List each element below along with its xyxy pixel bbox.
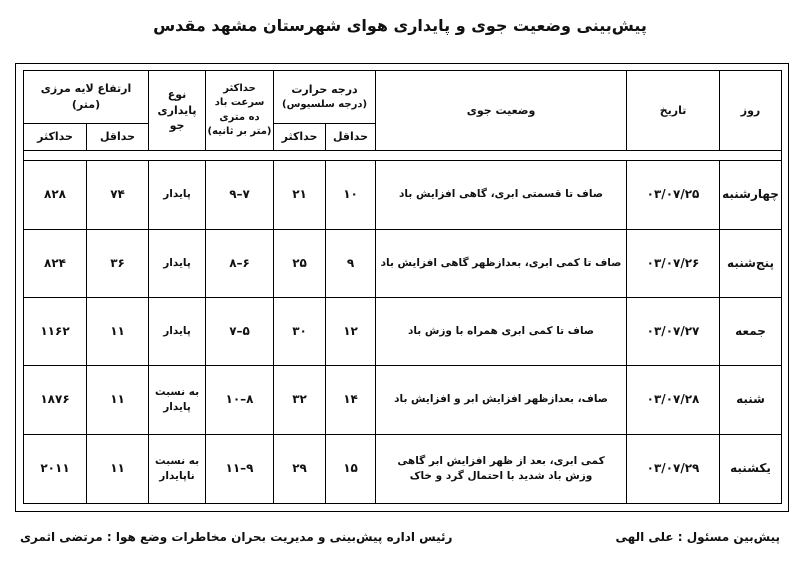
header-temperature-unit: (درجه سلسیوس) <box>282 98 368 110</box>
cell-wind: ۷–۹ <box>206 161 274 230</box>
department-head-signature: رئیس اداره پیش‌بینی و مدیریت بحران مخاطرات وضع هوا : مرتضی اثمری <box>20 530 453 544</box>
cell-date: ۰۳/۰۷/۲۶ <box>627 230 720 298</box>
cell-temp-min: ۱۵ <box>326 435 376 504</box>
header-stability-l1: نوع <box>167 87 187 101</box>
cell-day: یکشنبه <box>720 435 782 504</box>
cell-stability <box>149 298 206 366</box>
cell-stability-l1: به نسبت <box>155 385 200 398</box>
cell-temp-min: ۹ <box>326 230 376 298</box>
cell-stability <box>149 366 206 435</box>
cell-stability <box>149 230 206 298</box>
header-wind-l2: سرعت باد <box>214 97 265 108</box>
cell-weather: صاف تا کمی ابری، بعدازظهر گاهی افزایش باد <box>376 230 627 298</box>
cell-date: ۰۳/۰۷/۲۹ <box>627 435 720 504</box>
cell-temp-max: ۳۲ <box>274 366 326 435</box>
cell-temp-min: ۱۴ <box>326 366 376 435</box>
header-temp-max: حداکثر <box>274 124 326 151</box>
cell-stability-l2: پایدار <box>163 401 191 413</box>
table-row <box>24 435 782 504</box>
cell-stability-l1: پایدار <box>163 256 191 269</box>
table-row <box>24 230 782 298</box>
cell-temp-max: ۳۰ <box>274 298 326 366</box>
cell-day: جمعه <box>720 298 782 366</box>
cell-stability <box>149 435 206 504</box>
cell-weather: صاف، بعدازظهر افزایش ابر و افزایش باد <box>376 366 627 435</box>
cell-temp-max: ۲۹ <box>274 435 326 504</box>
cell-weather: صاف تا کمی ابری همراه با وزش باد <box>376 298 627 366</box>
cell-temp-max: ۲۵ <box>274 230 326 298</box>
cell-day: پنج‌شنبه <box>720 230 782 298</box>
page-title: پیش‌بینی وضعیت جوی و پایداری هوای شهرستان مشهد مقدس <box>153 16 647 35</box>
cell-weather: صاف تا قسمتی ابری، گاهی افزایش باد <box>376 161 627 230</box>
cell-temp-max: ۲۱ <box>274 161 326 230</box>
header-wind-l4: (متر بر ثانیه) <box>207 126 272 137</box>
cell-mixing-min: ۳۶ <box>87 230 149 298</box>
cell-stability-l1: پایدار <box>163 188 191 201</box>
header-temp-min: حداقل <box>326 124 376 151</box>
header-separator <box>24 151 782 161</box>
header-temperature <box>274 71 376 124</box>
cell-date: ۰۳/۰۷/۲۸ <box>627 366 720 435</box>
header-stability-l2: پایداری <box>157 103 197 117</box>
cell-temp-min: ۱۲ <box>326 298 376 366</box>
header-mixing-title: ارتفاع لایه مرزی <box>40 82 132 96</box>
cell-mixing-max: ۸۲۴ <box>24 230 87 298</box>
header-date: تاریخ <box>627 71 720 151</box>
header-mixing-min: حداقل <box>87 124 149 151</box>
cell-weather: کمی ابری، بعد از ظهر افزایش ابر گاهی وزش باد شدید با احتمال گرد و خاک <box>376 435 627 504</box>
table-row <box>24 298 782 366</box>
header-temperature-title: درجه حرارت <box>291 82 358 96</box>
cell-mixing-max: ۲۰۱۱ <box>24 435 87 504</box>
cell-mixing-max: ۱۸۷۶ <box>24 366 87 435</box>
cell-stability <box>149 161 206 230</box>
forecaster-signature: پیش‌بین مسئول : علی الهی <box>615 530 780 544</box>
header-stability <box>149 71 206 151</box>
header-day: روز <box>720 71 782 151</box>
cell-mixing-min: ۱۱ <box>87 366 149 435</box>
cell-wind: ۸–۱۰ <box>206 366 274 435</box>
header-mixing-unit: (متر) <box>71 98 101 111</box>
table-row <box>24 161 782 230</box>
cell-day: چهارشنبه <box>720 161 782 230</box>
cell-date: ۰۳/۰۷/۲۷ <box>627 298 720 366</box>
cell-mixing-min: ۱۱ <box>87 298 149 366</box>
cell-mixing-max: ۸۲۸ <box>24 161 87 230</box>
header-wind <box>206 71 274 151</box>
cell-mixing-max: ۱۱۶۲ <box>24 298 87 366</box>
cell-stability-l1: پایدار <box>163 324 191 337</box>
table-row <box>24 366 782 435</box>
header-mixing-height <box>24 71 149 124</box>
header-wind-l1: حداکثر <box>223 82 256 94</box>
header-mixing-max: حداکثر <box>24 124 87 151</box>
cell-date: ۰۳/۰۷/۲۵ <box>627 161 720 230</box>
forecast-table <box>23 70 782 504</box>
cell-wind: ۹–۱۱ <box>206 435 274 504</box>
cell-stability-l1: به نسبت <box>155 454 200 467</box>
cell-mixing-min: ۱۱ <box>87 435 149 504</box>
cell-temp-min: ۱۰ <box>326 161 376 230</box>
cell-wind: ۵–۷ <box>206 298 274 366</box>
cell-stability-l2: ناپایدار <box>159 470 195 482</box>
header-wind-l3: ده متری <box>219 111 260 123</box>
header-stability-l3: جو <box>169 119 185 133</box>
cell-day: شنبه <box>720 366 782 435</box>
header-weather: وضعیت جوی <box>376 71 627 151</box>
cell-wind: ۶–۸ <box>206 230 274 298</box>
cell-mixing-min: ۷۴ <box>87 161 149 230</box>
